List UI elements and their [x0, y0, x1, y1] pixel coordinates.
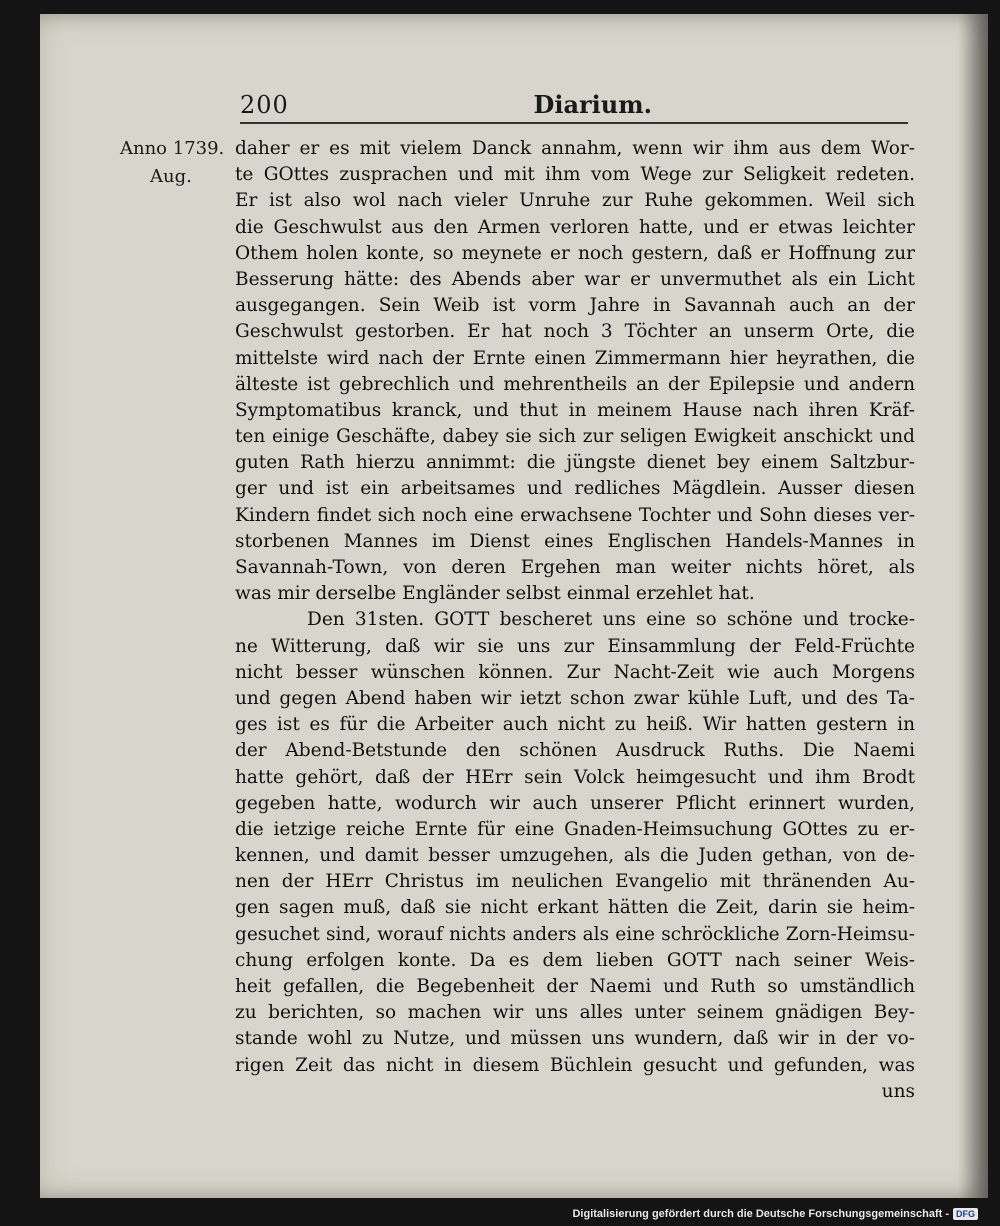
text-line: was mir derselbe Engländer selbst einmal erzehlet hat. — [235, 583, 755, 605]
text-line: gesuchet sind, worauf nichts anders als eine schröckliche Zorn-Heimsu- — [235, 923, 915, 945]
text-line: Kindern findet sich noch eine erwachsene Tochter und Sohn dieses ver- — [235, 504, 915, 526]
text-line: te GOttes zusprachen und mit ihm vom Wege zur Seligkeit redeten. — [235, 164, 915, 186]
text-line: rigen Zeit das nicht in diesem Büchlein gesucht und gefunden, was — [235, 1054, 915, 1076]
text-line: guten Rath hierzu annimmt: die jüngste dienet bey einem Saltzbur- — [235, 452, 915, 474]
page-header — [240, 90, 652, 119]
text-line: Symptomatibus kranck, und thut in meinem Hause nach ihren Kräf- — [235, 399, 915, 421]
text-line: ges ist es für die Arbeiter auch nicht zu heiß. Wir hatten gestern in — [235, 714, 915, 736]
text-line: zu berichten, so machen wir uns alles unter seinem gnädigen Bey- — [235, 1002, 915, 1024]
text-line: der Abend-Betstunde den schönen Ausdruck Ruths. Die Naemi — [235, 740, 915, 762]
header-rule — [240, 122, 908, 124]
text-line: Besserung hätte: des Abends aber war er unvermuthet als ein Licht — [235, 268, 915, 290]
text-line: storbenen Mannes im Dienst eines Englischen Handels-Mannes in — [235, 530, 915, 552]
text-line: die Geschwulst aus den Armen verloren hatte, und er etwas leichter — [235, 216, 915, 238]
text-line: chung erfolgen konte. Da es dem lieben GOTT nach seiner Weis- — [235, 949, 915, 971]
text-line: nen der HErr Christus im neulichen Evangelio mit thränenden Au- — [235, 871, 915, 893]
text-line: älteste ist gebrechlich und mehrentheils an der Epilepsie und andern — [235, 373, 915, 395]
footer-credit — [572, 1208, 978, 1220]
text-line: gen sagen muß, daß sie nicht erkant hätten die Zeit, darin sie heim- — [235, 897, 915, 919]
text-line: ne Witterung, daß wir sie uns zur Einsammlung der Feld-Früchte — [235, 635, 915, 657]
text-line: hatte gehört, daß der HErr sein Volck heimgesucht und ihm Brodt — [235, 766, 915, 788]
text-line: daher er es mit vielem Danck annahm, wenn wir ihm aus dem Wor- — [235, 138, 915, 159]
page-number: 200 — [240, 91, 289, 119]
text-line: ausgegangen. Sein Weib ist vorm Jahre in Savannah auch an der — [235, 295, 915, 317]
margin-year: Anno 1739. — [120, 138, 225, 159]
text-line: ger und ist ein arbeitsames und redliches Mägdlein. Ausser diesen — [235, 478, 915, 500]
text-line: nicht besser wünschen können. Zur Nacht-Zeit wie auch Morgens — [235, 661, 915, 683]
text-line: gegeben hatte, wodurch wir auch unserer Pflicht erinnert wurden, — [235, 792, 915, 814]
text-line: Den 31sten. GOTT bescheret uns eine so schöne und trocke- — [307, 609, 915, 631]
text-line: Er ist also wol nach vieler Unruhe zur Ruhe gekommen. Weil sich — [235, 190, 915, 212]
body-text — [235, 136, 915, 1105]
footer-text: Digitalisierung gefördert durch die Deutsche Forschungsgemeinschaft - — [572, 1208, 949, 1220]
dfg-logo-icon: DFG — [953, 1208, 978, 1220]
text-line: und gegen Abend haben wir ietzt schon zwar kühle Luft, und des Ta- — [235, 687, 915, 709]
text-line: heit gefallen, die Begebenheit der Naemi und Ruth so umständlich — [235, 976, 915, 997]
text-line: mittelste wird nach der Ernte einen Zimmermann hier heyrathen, die — [235, 347, 915, 369]
text-line: Geschwulst gestorben. Er hat noch 3 Töchter an unserm Orte, die — [235, 321, 915, 343]
text-line: die ietzige reiche Ernte für eine Gnaden-Heimsuchung GOttes zu er- — [235, 818, 915, 840]
text-line: Othem holen konte, so meynete er noch gestern, daß er Hoffnung zur — [235, 242, 915, 264]
text-line: stande wohl zu Nutze, und müssen uns wundern, daß wir in der vo- — [235, 1028, 915, 1050]
running-head: Diarium. — [533, 90, 652, 119]
text-line: kennen, und damit besser umzugehen, als die Juden gethan, von de- — [235, 845, 915, 867]
page-spine-shadow — [958, 14, 988, 1198]
text-line: Savannah-Town, von deren Ergehen man weiter nichts höret, als — [235, 557, 915, 578]
margin-month: Aug. — [150, 166, 192, 187]
text-line: ten einige Geschäfte, dabey sie sich zur seligen Ewigkeit anschickt und — [235, 426, 915, 448]
catchword: uns — [881, 1080, 915, 1102]
